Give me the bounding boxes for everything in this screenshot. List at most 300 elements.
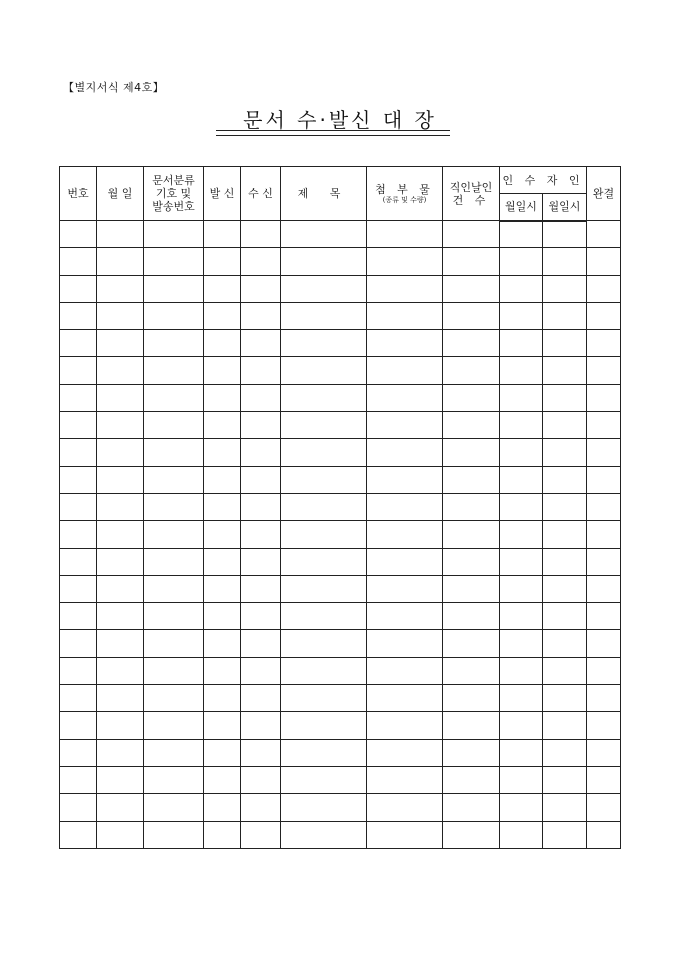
table-cell[interactable] xyxy=(281,384,367,411)
table-cell[interactable] xyxy=(144,794,204,821)
table-cell[interactable] xyxy=(97,603,144,630)
table-row xyxy=(60,685,621,712)
table-cell[interactable] xyxy=(543,657,587,684)
table-cell[interactable] xyxy=(443,302,500,329)
table-cell[interactable] xyxy=(97,712,144,739)
table-cell[interactable] xyxy=(500,712,543,739)
table-cell[interactable] xyxy=(144,630,204,657)
table-cell[interactable] xyxy=(97,575,144,602)
table-cell[interactable] xyxy=(443,248,500,275)
table-cell[interactable] xyxy=(543,412,587,439)
table-cell[interactable] xyxy=(543,766,587,793)
table-cell[interactable] xyxy=(367,575,443,602)
table-cell[interactable] xyxy=(500,493,543,520)
table-cell[interactable] xyxy=(144,275,204,302)
table-cell[interactable] xyxy=(281,712,367,739)
table-cell[interactable] xyxy=(443,439,500,466)
table-cell[interactable] xyxy=(241,357,281,384)
table-cell[interactable] xyxy=(144,221,204,248)
table-cell[interactable] xyxy=(241,821,281,848)
table-cell[interactable] xyxy=(144,575,204,602)
table-cell[interactable] xyxy=(144,548,204,575)
table-cell[interactable] xyxy=(60,685,97,712)
table-cell[interactable] xyxy=(587,248,621,275)
table-cell[interactable] xyxy=(281,302,367,329)
table-cell[interactable] xyxy=(367,439,443,466)
table-cell[interactable] xyxy=(587,712,621,739)
table-cell[interactable] xyxy=(500,302,543,329)
table-cell[interactable] xyxy=(97,493,144,520)
header-official-seal-line1: 직인날인 xyxy=(449,180,493,194)
table-cell[interactable] xyxy=(500,630,543,657)
table-cell[interactable] xyxy=(500,466,543,493)
table-cell[interactable] xyxy=(97,794,144,821)
table-cell[interactable] xyxy=(367,466,443,493)
header-receiver: 수 신 xyxy=(241,167,281,221)
table-cell[interactable] xyxy=(144,821,204,848)
table-cell[interactable] xyxy=(241,630,281,657)
table-cell[interactable] xyxy=(144,739,204,766)
table-cell[interactable] xyxy=(60,630,97,657)
table-cell[interactable] xyxy=(543,248,587,275)
table-cell[interactable] xyxy=(281,766,367,793)
header-subject: 제 목 xyxy=(281,167,367,221)
table-cell[interactable] xyxy=(204,794,241,821)
table-cell[interactable] xyxy=(367,766,443,793)
table-cell[interactable] xyxy=(60,330,97,357)
table-row xyxy=(60,630,621,657)
table-cell[interactable] xyxy=(543,384,587,411)
table-cell[interactable] xyxy=(587,493,621,520)
table-cell[interactable] xyxy=(587,548,621,575)
table-cell[interactable] xyxy=(367,221,443,248)
table-cell[interactable] xyxy=(543,275,587,302)
header-doc-class-line1: 문서분류 xyxy=(152,174,195,187)
header-completion: 완결 xyxy=(587,167,621,221)
table-cell[interactable] xyxy=(97,384,144,411)
header-doc-class-line3: 발송번호 xyxy=(152,200,195,213)
table-cell[interactable] xyxy=(97,330,144,357)
table-cell[interactable] xyxy=(60,275,97,302)
table-cell[interactable] xyxy=(367,412,443,439)
table-cell[interactable] xyxy=(367,248,443,275)
table-cell[interactable] xyxy=(60,821,97,848)
table-cell[interactable] xyxy=(281,548,367,575)
table-cell[interactable] xyxy=(367,548,443,575)
table-cell[interactable] xyxy=(367,275,443,302)
table-cell[interactable] xyxy=(241,575,281,602)
table-cell[interactable] xyxy=(60,384,97,411)
table-cell[interactable] xyxy=(367,521,443,548)
table-cell[interactable] xyxy=(144,330,204,357)
table-cell[interactable] xyxy=(204,630,241,657)
table-row xyxy=(60,221,621,248)
table-row xyxy=(60,548,621,575)
table-cell[interactable] xyxy=(241,302,281,329)
table-cell[interactable] xyxy=(443,603,500,630)
table-cell[interactable] xyxy=(241,712,281,739)
table-cell[interactable] xyxy=(367,302,443,329)
table-cell[interactable] xyxy=(204,603,241,630)
table-cell[interactable] xyxy=(204,466,241,493)
table-cell[interactable] xyxy=(144,685,204,712)
table-cell[interactable] xyxy=(443,548,500,575)
form-label: 【별지서식 제4호】 xyxy=(63,81,165,94)
table-cell[interactable] xyxy=(144,302,204,329)
table-cell[interactable] xyxy=(587,521,621,548)
header-recipient-datetime-1: 월일시 xyxy=(500,194,543,221)
table-row xyxy=(60,357,621,384)
table-row xyxy=(60,575,621,602)
table-cell[interactable] xyxy=(587,630,621,657)
table-cell[interactable] xyxy=(500,766,543,793)
table-cell[interactable] xyxy=(241,221,281,248)
table-cell[interactable] xyxy=(443,412,500,439)
header-month-day: 월 일 xyxy=(97,167,144,221)
table-cell[interactable] xyxy=(204,521,241,548)
table-cell[interactable] xyxy=(587,302,621,329)
table-cell[interactable] xyxy=(60,302,97,329)
table-cell[interactable] xyxy=(543,357,587,384)
table-row xyxy=(60,466,621,493)
ledger-body xyxy=(60,221,621,849)
table-cell[interactable] xyxy=(543,330,587,357)
table-cell[interactable] xyxy=(144,357,204,384)
table-cell[interactable] xyxy=(97,466,144,493)
table-cell[interactable] xyxy=(443,712,500,739)
header-row xyxy=(60,167,621,194)
header-sender: 발 신 xyxy=(204,167,241,221)
table-cell[interactable] xyxy=(60,493,97,520)
table-cell[interactable] xyxy=(367,821,443,848)
table-cell[interactable] xyxy=(543,302,587,329)
header-attachments-note: (종류 및 수량) xyxy=(382,195,427,204)
table-cell[interactable] xyxy=(97,548,144,575)
table-cell[interactable] xyxy=(241,275,281,302)
table-cell[interactable] xyxy=(367,384,443,411)
table-row xyxy=(60,412,621,439)
table-row xyxy=(60,657,621,684)
table-row xyxy=(60,330,621,357)
table-cell[interactable] xyxy=(60,657,97,684)
table-cell[interactable] xyxy=(204,739,241,766)
table-cell[interactable] xyxy=(241,384,281,411)
header-attachments-label: 첨 부 물 xyxy=(375,182,434,196)
table-cell[interactable] xyxy=(443,384,500,411)
table-cell[interactable] xyxy=(367,357,443,384)
table-cell[interactable] xyxy=(543,739,587,766)
table-cell[interactable] xyxy=(367,493,443,520)
table-cell[interactable] xyxy=(97,657,144,684)
table-cell[interactable] xyxy=(281,739,367,766)
table-cell[interactable] xyxy=(204,302,241,329)
table-cell[interactable] xyxy=(241,493,281,520)
table-cell[interactable] xyxy=(543,603,587,630)
table-cell[interactable] xyxy=(587,275,621,302)
table-cell[interactable] xyxy=(97,439,144,466)
table-cell[interactable] xyxy=(281,221,367,248)
header-number: 번호 xyxy=(60,167,97,221)
table-row xyxy=(60,493,621,520)
table-cell[interactable] xyxy=(241,739,281,766)
header-official-seal xyxy=(443,167,500,221)
table-cell[interactable] xyxy=(443,466,500,493)
table-cell[interactable] xyxy=(97,302,144,329)
table-cell[interactable] xyxy=(144,657,204,684)
table-cell[interactable] xyxy=(500,248,543,275)
table-cell[interactable] xyxy=(144,493,204,520)
table-cell[interactable] xyxy=(60,439,97,466)
table-cell[interactable] xyxy=(500,384,543,411)
table-cell[interactable] xyxy=(443,685,500,712)
table-cell[interactable] xyxy=(204,685,241,712)
table-cell[interactable] xyxy=(443,766,500,793)
table-row xyxy=(60,384,621,411)
table-cell[interactable] xyxy=(204,493,241,520)
table-cell[interactable] xyxy=(443,657,500,684)
table-cell[interactable] xyxy=(443,794,500,821)
table-cell[interactable] xyxy=(144,248,204,275)
table-cell[interactable] xyxy=(500,357,543,384)
table-cell[interactable] xyxy=(443,357,500,384)
table-cell[interactable] xyxy=(281,521,367,548)
table-cell[interactable] xyxy=(241,657,281,684)
table-cell[interactable] xyxy=(97,739,144,766)
table-cell[interactable] xyxy=(204,712,241,739)
table-cell[interactable] xyxy=(543,821,587,848)
table-cell[interactable] xyxy=(97,248,144,275)
table-cell[interactable] xyxy=(587,685,621,712)
table-cell[interactable] xyxy=(204,657,241,684)
table-cell[interactable] xyxy=(543,548,587,575)
table-cell[interactable] xyxy=(97,521,144,548)
table-cell[interactable] xyxy=(367,630,443,657)
table-cell[interactable] xyxy=(97,766,144,793)
table-cell[interactable] xyxy=(144,384,204,411)
table-cell[interactable] xyxy=(543,794,587,821)
table-cell[interactable] xyxy=(204,548,241,575)
table-cell[interactable] xyxy=(587,821,621,848)
table-cell[interactable] xyxy=(204,384,241,411)
header-attachments xyxy=(367,167,443,221)
table-cell[interactable] xyxy=(97,275,144,302)
table-row xyxy=(60,766,621,793)
table-cell[interactable] xyxy=(241,412,281,439)
table-row xyxy=(60,439,621,466)
table-cell[interactable] xyxy=(543,630,587,657)
table-cell[interactable] xyxy=(543,221,587,248)
table-cell[interactable] xyxy=(367,712,443,739)
table-cell[interactable] xyxy=(281,248,367,275)
table-cell[interactable] xyxy=(60,766,97,793)
table-cell[interactable] xyxy=(281,575,367,602)
table-cell[interactable] xyxy=(60,248,97,275)
table-cell[interactable] xyxy=(443,221,500,248)
table-cell[interactable] xyxy=(587,766,621,793)
table-cell[interactable] xyxy=(60,739,97,766)
table-cell[interactable] xyxy=(281,603,367,630)
table-cell[interactable] xyxy=(500,548,543,575)
table-cell[interactable] xyxy=(241,439,281,466)
table-cell[interactable] xyxy=(60,521,97,548)
table-cell[interactable] xyxy=(97,685,144,712)
table-cell[interactable] xyxy=(443,630,500,657)
table-cell[interactable] xyxy=(500,794,543,821)
table-cell[interactable] xyxy=(587,739,621,766)
table-cell[interactable] xyxy=(204,275,241,302)
table-cell[interactable] xyxy=(144,466,204,493)
table-cell[interactable] xyxy=(204,330,241,357)
table-row xyxy=(60,275,621,302)
table-cell[interactable] xyxy=(97,630,144,657)
table-cell[interactable] xyxy=(543,466,587,493)
table-cell[interactable] xyxy=(281,685,367,712)
table-cell[interactable] xyxy=(144,603,204,630)
table-cell[interactable] xyxy=(97,821,144,848)
table-cell[interactable] xyxy=(241,330,281,357)
table-cell[interactable] xyxy=(543,712,587,739)
table-cell[interactable] xyxy=(241,794,281,821)
table-cell[interactable] xyxy=(144,412,204,439)
table-cell[interactable] xyxy=(587,330,621,357)
header-doc-class-line2: 기호 및 xyxy=(155,187,192,200)
table-cell[interactable] xyxy=(587,412,621,439)
table-cell[interactable] xyxy=(367,739,443,766)
table-cell[interactable] xyxy=(281,330,367,357)
table-cell[interactable] xyxy=(97,357,144,384)
table-cell[interactable] xyxy=(443,821,500,848)
table-cell[interactable] xyxy=(500,521,543,548)
table-row xyxy=(60,302,621,329)
table-cell[interactable] xyxy=(204,412,241,439)
table-cell[interactable] xyxy=(204,221,241,248)
table-cell[interactable] xyxy=(367,603,443,630)
header-official-seal-line2: 건 수 xyxy=(452,193,490,207)
table-cell[interactable] xyxy=(60,794,97,821)
table-row xyxy=(60,248,621,275)
table-cell[interactable] xyxy=(144,439,204,466)
table-cell[interactable] xyxy=(241,685,281,712)
table-cell[interactable] xyxy=(204,439,241,466)
table-cell[interactable] xyxy=(543,521,587,548)
table-cell[interactable] xyxy=(60,412,97,439)
table-cell[interactable] xyxy=(443,521,500,548)
table-cell[interactable] xyxy=(500,739,543,766)
table-cell[interactable] xyxy=(204,575,241,602)
table-cell[interactable] xyxy=(443,739,500,766)
table-cell[interactable] xyxy=(367,794,443,821)
table-cell[interactable] xyxy=(281,466,367,493)
table-cell[interactable] xyxy=(587,466,621,493)
table-cell[interactable] xyxy=(281,821,367,848)
header-doc-class xyxy=(144,167,204,221)
table-cell[interactable] xyxy=(367,685,443,712)
table-row xyxy=(60,521,621,548)
table-cell[interactable] xyxy=(500,575,543,602)
table-cell[interactable] xyxy=(367,330,443,357)
table-cell[interactable] xyxy=(500,657,543,684)
table-cell[interactable] xyxy=(443,330,500,357)
table-cell[interactable] xyxy=(543,439,587,466)
table-cell[interactable] xyxy=(281,357,367,384)
table-cell[interactable] xyxy=(60,357,97,384)
table-cell[interactable] xyxy=(60,548,97,575)
table-cell[interactable] xyxy=(241,466,281,493)
table-cell[interactable] xyxy=(500,821,543,848)
table-cell[interactable] xyxy=(543,685,587,712)
table-cell[interactable] xyxy=(60,221,97,248)
table-cell[interactable] xyxy=(144,766,204,793)
table-cell[interactable] xyxy=(587,657,621,684)
table-cell[interactable] xyxy=(241,603,281,630)
table-cell[interactable] xyxy=(587,439,621,466)
page-title: 문서 수·발신 대 장 xyxy=(243,108,437,132)
table-cell[interactable] xyxy=(60,466,97,493)
title-underline xyxy=(216,130,450,136)
table-cell[interactable] xyxy=(281,657,367,684)
table-cell[interactable] xyxy=(443,575,500,602)
table-cell[interactable] xyxy=(144,712,204,739)
table-cell[interactable] xyxy=(241,548,281,575)
table-cell[interactable] xyxy=(500,439,543,466)
table-cell[interactable] xyxy=(281,630,367,657)
table-cell[interactable] xyxy=(281,412,367,439)
table-cell[interactable] xyxy=(443,493,500,520)
table-cell[interactable] xyxy=(97,221,144,248)
table-cell[interactable] xyxy=(443,275,500,302)
table-row xyxy=(60,712,621,739)
table-cell[interactable] xyxy=(281,493,367,520)
table-cell[interactable] xyxy=(543,575,587,602)
table-cell[interactable] xyxy=(500,275,543,302)
table-row xyxy=(60,739,621,766)
table-cell[interactable] xyxy=(587,384,621,411)
table-cell[interactable] xyxy=(60,712,97,739)
table-cell[interactable] xyxy=(281,794,367,821)
table-cell[interactable] xyxy=(204,248,241,275)
table-cell[interactable] xyxy=(144,521,204,548)
table-cell[interactable] xyxy=(587,221,621,248)
table-cell[interactable] xyxy=(281,275,367,302)
table-cell[interactable] xyxy=(367,657,443,684)
table-cell[interactable] xyxy=(543,493,587,520)
table-row xyxy=(60,794,621,821)
table-cell[interactable] xyxy=(241,248,281,275)
table-cell[interactable] xyxy=(204,766,241,793)
table-cell[interactable] xyxy=(587,357,621,384)
table-cell[interactable] xyxy=(241,521,281,548)
table-cell[interactable] xyxy=(500,221,543,248)
table-cell[interactable] xyxy=(500,330,543,357)
table-cell[interactable] xyxy=(204,821,241,848)
table-cell[interactable] xyxy=(60,575,97,602)
table-cell[interactable] xyxy=(241,766,281,793)
table-cell[interactable] xyxy=(500,685,543,712)
table-cell[interactable] xyxy=(97,412,144,439)
header-recipient-datetime-2: 월일시 xyxy=(543,194,587,221)
table-cell[interactable] xyxy=(281,439,367,466)
table-cell[interactable] xyxy=(500,412,543,439)
table-row xyxy=(60,603,621,630)
table-cell[interactable] xyxy=(587,575,621,602)
table-cell[interactable] xyxy=(587,603,621,630)
table-cell[interactable] xyxy=(587,794,621,821)
table-cell[interactable] xyxy=(60,603,97,630)
document-ledger-table xyxy=(59,166,621,849)
table-cell[interactable] xyxy=(500,603,543,630)
table-cell[interactable] xyxy=(204,357,241,384)
table-row xyxy=(60,821,621,848)
